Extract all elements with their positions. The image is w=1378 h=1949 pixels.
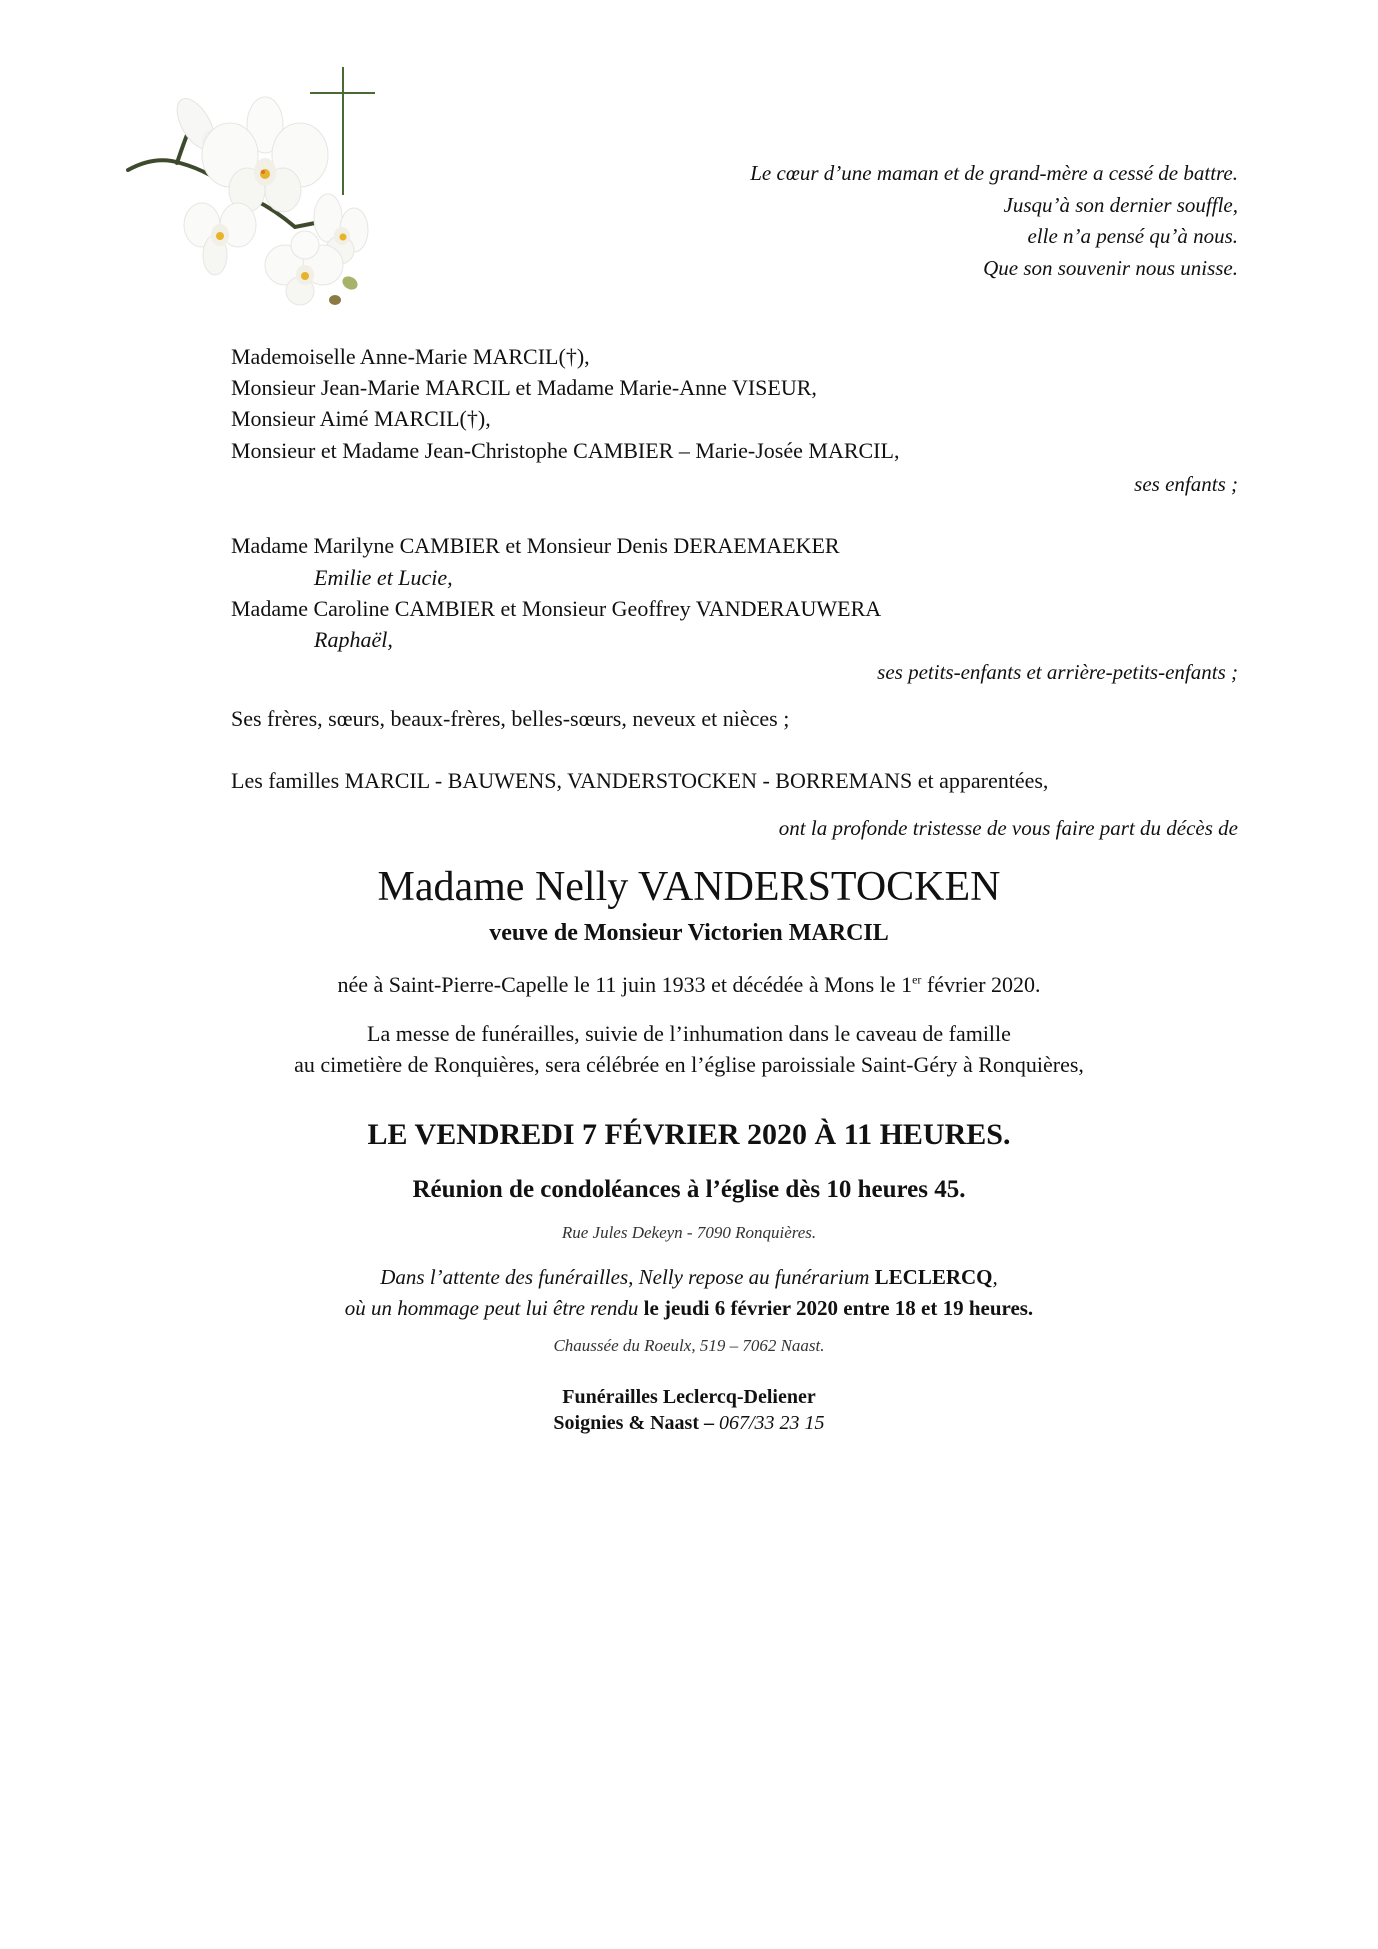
orchid-bud: [329, 295, 341, 305]
wake-text: Dans l’attente des funérailles, Nelly repose au funérarium: [380, 1265, 875, 1289]
grandchildren-relation: ses petits-enfants et arrière-petits-enfants ;: [877, 660, 1238, 684]
orchid-flower-left: [184, 203, 256, 275]
wake-text: où un hommage peut lui être rendu: [344, 1296, 644, 1320]
birth-death-line: [0, 970, 1378, 1000]
wake-line: [0, 1262, 1378, 1292]
great-grandchildren: Emilie et Lucie,: [314, 565, 453, 590]
funerarium-name: LECLERCQ: [874, 1265, 993, 1289]
mass-line: au cimetière de Ronquières, sera célébrée en l’église paroissiale Saint-Géry à Ronquières,: [294, 1052, 1084, 1077]
orchid-flower-main: [202, 97, 328, 212]
widow-of: veuve de Monsieur Victorien MARCIL: [489, 920, 889, 946]
child-line: Mademoiselle Anne-Marie MARCIL(†),: [231, 344, 590, 369]
grandchild-couple: Madame Marilyne CAMBIER et Monsieur Denis DERAEMAEKER: [231, 533, 840, 558]
funeral-home-name: Funérailles Leclercq-Deliener: [562, 1386, 816, 1408]
grandchild-couple: Madame Caroline CAMBIER et Monsieur Geoffrey VANDERAUWERA: [231, 596, 882, 621]
poem-line: elle n’a pensé qu’à nous.: [1027, 224, 1238, 248]
birth-death-text: née à Saint-Pierre-Capelle le 11 juin 1933 et décédée à Mons le 1: [337, 972, 913, 997]
funeral-home-phone: 067/33 23 15: [719, 1412, 825, 1434]
funerarium-address: Chaussée du Roeulx, 519 – 7062 Naast.: [553, 1336, 825, 1355]
poem-line: Jusqu’à son dernier souffle,: [1003, 193, 1238, 217]
orchid-bud: [340, 274, 360, 292]
wake-punct: ,: [992, 1265, 998, 1289]
wake-line: [0, 1293, 1378, 1323]
poem-line: Que son souvenir nous unisse.: [983, 256, 1238, 280]
great-grandchildren: Raphaël,: [314, 627, 393, 652]
mass-line: La messe de funérailles, suivie de l’inhumation dans le caveau de famille: [367, 1021, 1011, 1046]
poem-line: Le cœur d’une maman et de grand-mère a cessé de battre.: [750, 161, 1238, 185]
condolences-line: Réunion de condoléances à l’église dès 10 heures 45.: [412, 1176, 966, 1203]
families-line: Les familles MARCIL - BAUWENS, VANDERSTOCKEN - BORREMANS et apparentées,: [231, 768, 1049, 793]
church-address: Rue Jules Dekeyn - 7090 Ronquières.: [561, 1223, 817, 1242]
funeral-date: LE VENDREDI 7 FÉVRIER 2020 À 11 HEURES.: [367, 1118, 1011, 1151]
orchid-cross-icon: [125, 55, 385, 315]
deceased-name: Madame Nelly VANDERSTOCKEN: [377, 864, 1001, 910]
birth-death-text-end: février 2020.: [921, 972, 1041, 997]
announcement-line: ont la profonde tristesse de vous faire part du décès de: [778, 816, 1238, 840]
child-line: Monsieur Aimé MARCIL(†),: [231, 406, 491, 431]
ordinal-suffix: er: [912, 972, 922, 987]
children-relation: ses enfants ;: [1134, 472, 1238, 496]
funeral-home-contact: [0, 1410, 1378, 1436]
siblings-line: Ses frères, sœurs, beaux-frères, belles-sœurs, neveux et nièces ;: [231, 706, 790, 731]
child-line: Monsieur Jean-Marie MARCIL et Madame Marie-Anne VISEUR,: [231, 375, 817, 400]
funeral-home-location: Soignies & Naast –: [553, 1412, 719, 1434]
wake-date: le jeudi 6 février 2020 entre 18 et 19 heures.: [643, 1296, 1034, 1320]
child-line: Monsieur et Madame Jean-Christophe CAMBIER – Marie-Josée MARCIL,: [231, 438, 900, 463]
